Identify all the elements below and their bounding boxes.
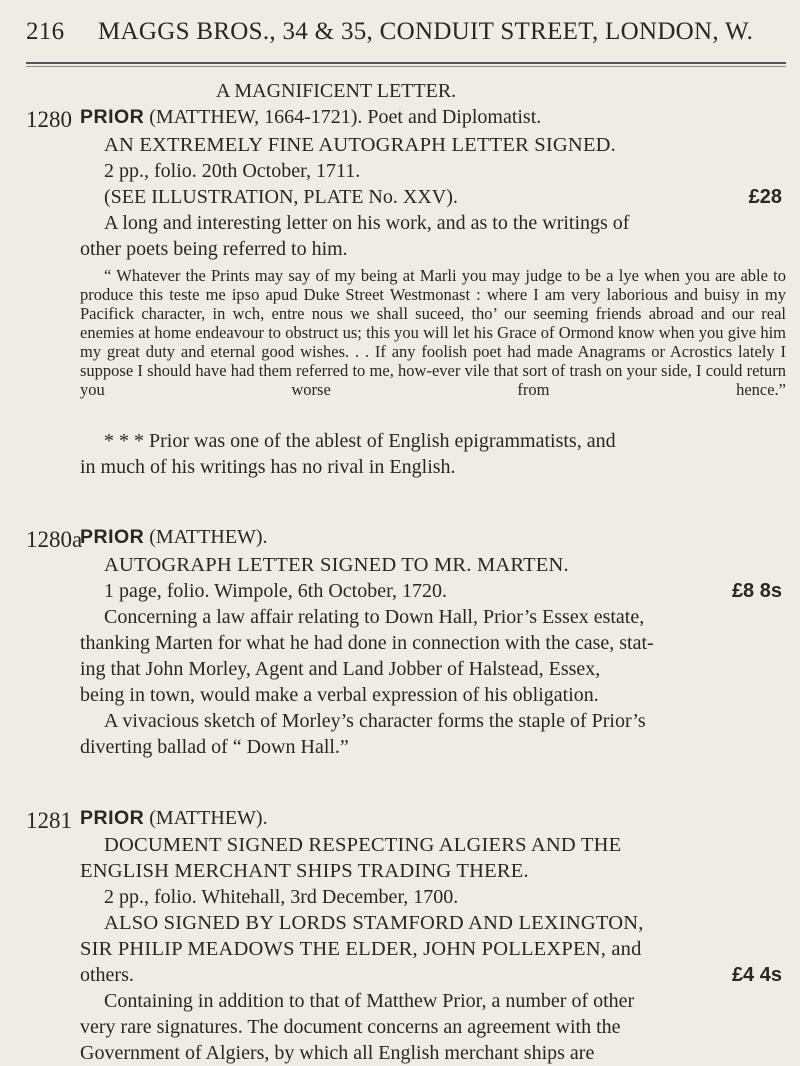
also-signed: others. xyxy=(80,964,134,986)
note-line: * * * Prior was one of the ablest of English epigrammatists, and xyxy=(104,430,616,452)
price: £8 8s xyxy=(731,580,782,602)
description-line: very rare signatures. The document concerns an agreement with the xyxy=(80,1016,621,1038)
author-line xyxy=(80,526,786,549)
item-details: 1 page, folio. Wimpole, 6th October, 1720. xyxy=(104,580,447,602)
description-line: Containing in addition to that of Matthew Prior, a number of other xyxy=(104,990,635,1012)
page-number: 216 xyxy=(26,18,65,45)
author-name: PRIOR xyxy=(80,106,145,128)
description-line: diverting ballad of “ Down Hall.” xyxy=(80,736,349,758)
lot-number: 1280a xyxy=(26,527,83,552)
item-title: ENGLISH MERCHANT SHIPS TRADING THERE. xyxy=(80,860,529,882)
price: £28 xyxy=(748,186,782,208)
note-line: in much of his writings has no rival in English. xyxy=(80,456,456,478)
illustration-note: (SEE ILLUSTRATION, PLATE No. XXV). xyxy=(104,186,458,208)
also-signed: ALSO SIGNED BY LORDS STAMFORD AND LEXINGTON, xyxy=(104,912,644,934)
running-head xyxy=(26,18,786,46)
lot-number: 1281 xyxy=(26,808,72,833)
quoted-letter: “ Whatever the Prints may say of my being at Marli you may judge to be a lye when you are able to produce this teste me ipso apud Duke Street Westmonast : where I am very laborious and buisy in my Pacifick character, in wch, entre nous we shall suceed, tho’ our seeming friends abroad and our real enemies at home endeavour to obstruct us; this you will let his Grace of Ormond know when you give him my great duty and eternal good wishes. . . If any foolish poet had made Anagrams or Acrostics lately I suppose I should have had them referred to me, how-ever vile that sort of trash on your side, I could return you worse from hence.” xyxy=(80,266,786,399)
description-line: ing that John Morley, Agent and Land Jobber of Halstead, Essex, xyxy=(80,658,601,680)
item-title: DOCUMENT SIGNED RESPECTING ALGIERS AND THE xyxy=(104,834,622,856)
description-line: Concerning a law affair relating to Down Hall, Prior’s Essex estate, xyxy=(104,606,645,628)
author-line xyxy=(80,807,786,830)
author-details: (MATTHEW). xyxy=(149,807,268,829)
author-details: (MATTHEW, 1664-1721). Poet and Diplomatist. xyxy=(149,106,542,128)
running-title: MAGGS BROS., 34 & 35, CONDUIT STREET, LONDON, W. xyxy=(98,18,754,45)
price: £4 4s xyxy=(731,964,782,986)
description-line: thanking Marten for what he had done in connection with the case, stat- xyxy=(80,632,654,654)
item-title: AUTOGRAPH LETTER SIGNED TO MR. MARTEN. xyxy=(104,554,569,576)
author-line xyxy=(80,106,786,129)
entry-heading: A MAGNIFICENT LETTER. xyxy=(216,80,457,102)
author-details: (MATTHEW). xyxy=(149,526,268,548)
header-rule xyxy=(26,62,786,64)
header-rule-thin xyxy=(26,66,786,67)
description-line: A vivacious sketch of Morley’s character forms the staple of Prior’s xyxy=(104,710,646,732)
item-details: 2 pp., folio. 20th October, 1711. xyxy=(104,160,361,182)
description-line: A long and interesting letter on his work, and as to the writings of xyxy=(104,212,630,234)
description-line: Government of Algiers, by which all English merchant ships are xyxy=(80,1042,595,1064)
also-signed: SIR PHILIP MEADOWS THE ELDER, JOHN POLLEXPEN, and xyxy=(80,938,642,960)
lot-number: 1280 xyxy=(26,107,72,132)
author-name: PRIOR xyxy=(80,526,145,548)
description-line: other poets being referred to him. xyxy=(80,238,348,260)
author-name: PRIOR xyxy=(80,807,145,829)
description-line: being in town, would make a verbal expression of his obligation. xyxy=(80,684,599,706)
item-details: 2 pp., folio. Whitehall, 3rd December, 1700. xyxy=(104,886,459,908)
item-title: AN EXTREMELY FINE AUTOGRAPH LETTER SIGNED. xyxy=(104,134,616,156)
